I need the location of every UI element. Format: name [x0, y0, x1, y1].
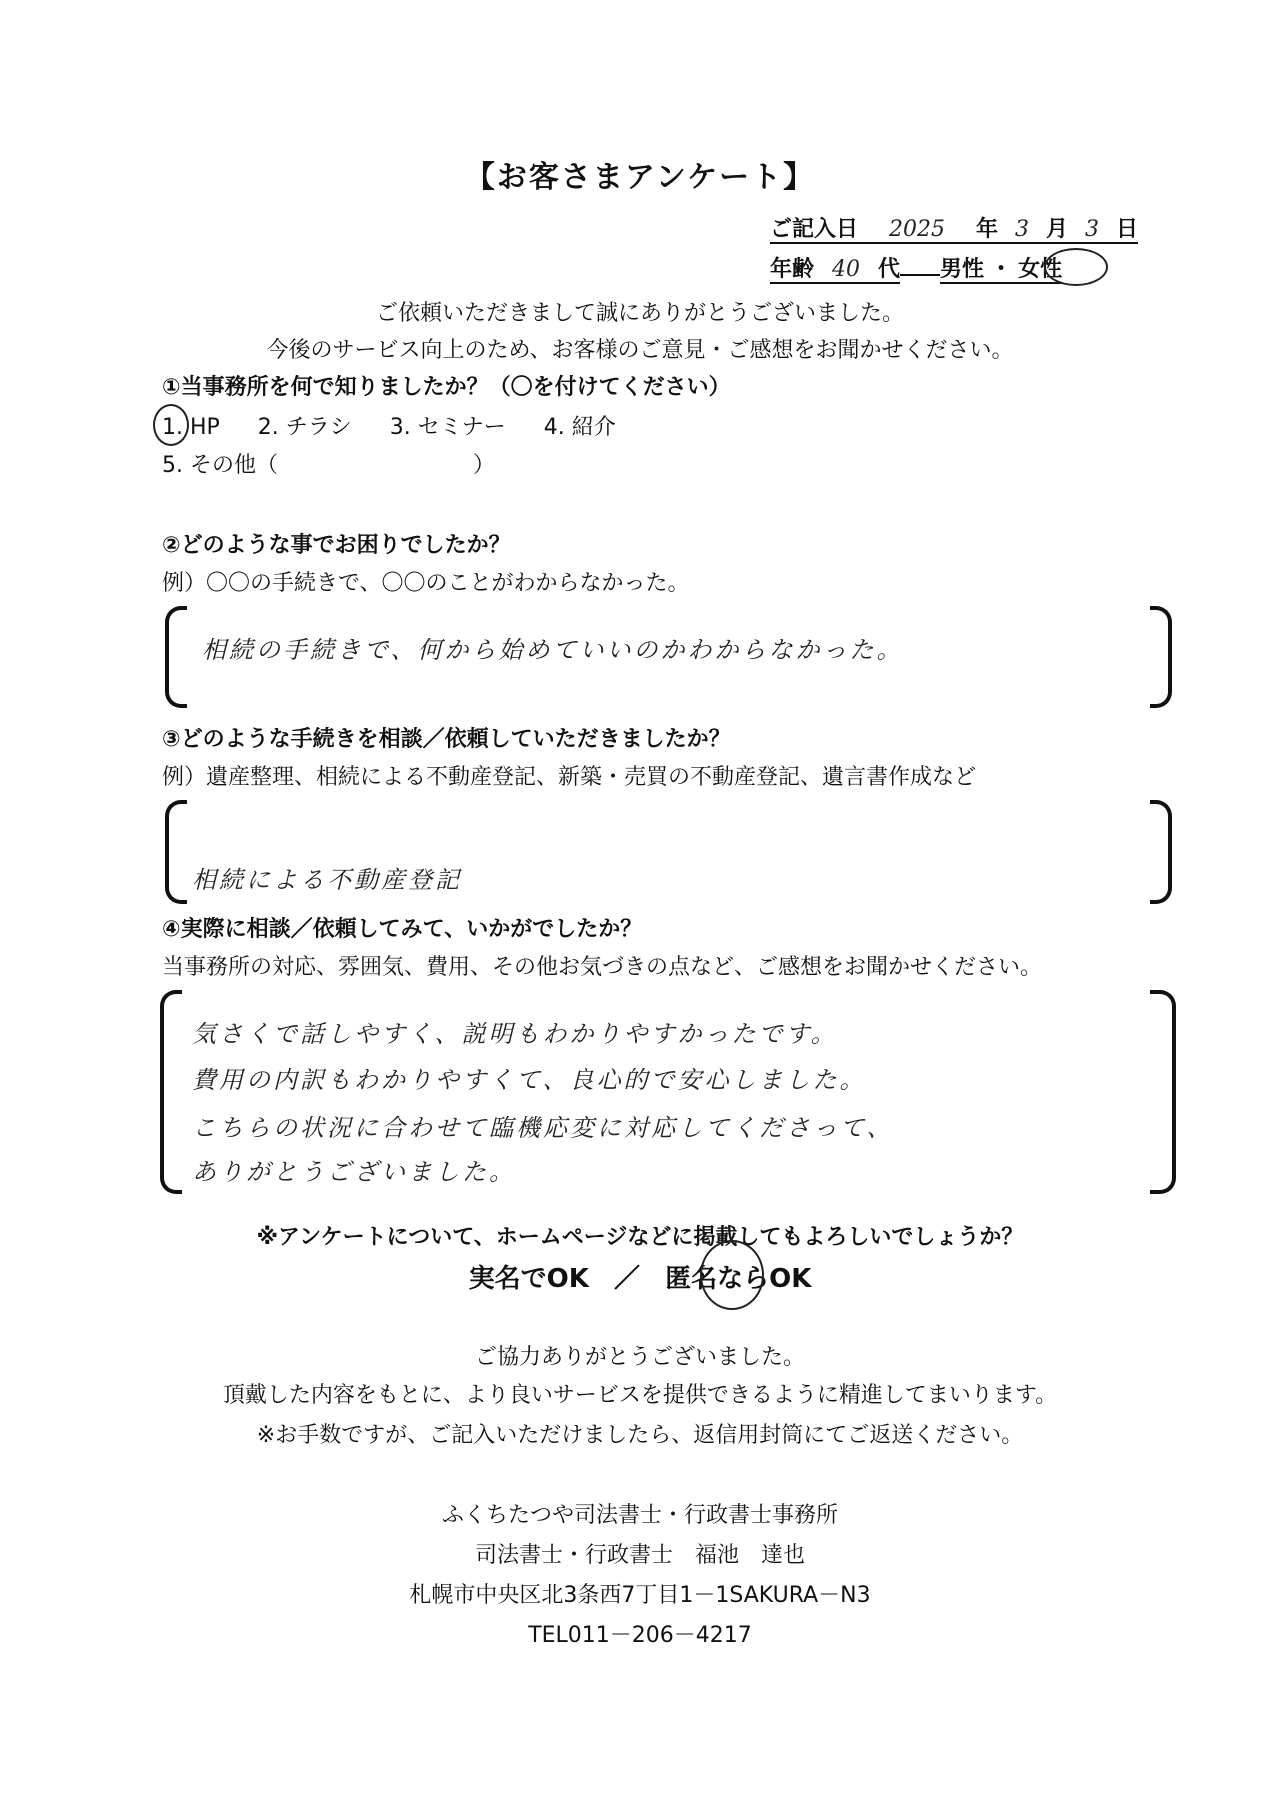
publish-option-anonymous: 匿名ならOK: [665, 1264, 812, 1294]
q1-option-hp: 1. HP: [162, 415, 220, 440]
q1-option-referral: 4. 紹介: [543, 415, 616, 440]
q1-options: [162, 410, 616, 441]
office-tel: TEL011－206－4217: [528, 1623, 752, 1648]
q3-answer: 相続による不動産登記: [192, 866, 462, 894]
entry-day-label: 日: [1116, 217, 1139, 242]
q3-example: 例）遺産整理、相続による不動産登記、新築・売買の不動産登記、遺言書作成など: [162, 765, 977, 790]
age-label: 年齢: [770, 257, 815, 282]
q4-question: ④実際に相談／依頼してみて、いかがでしたか？: [162, 917, 643, 942]
entry-month-label: 月: [1046, 217, 1069, 242]
gender-male: 男性: [940, 257, 985, 282]
q2-example: 例）〇〇の手続きで、〇〇のことがわからなかった。: [162, 571, 690, 596]
age-value: 40: [832, 257, 861, 282]
q4-answer-line-1: 気さくで話しやすく、説明もわかりやすかったです。: [192, 1020, 838, 1048]
thanks-line-2: 頂戴した内容をもとに、より良いサービスを提供できるように精進してまいります。: [222, 1383, 1058, 1408]
survey-title: 【お客さまアンケート】: [464, 160, 816, 195]
gender-female: 女性: [1018, 257, 1063, 282]
age-suffix: 代: [878, 257, 901, 282]
q1-selected-circle: [153, 404, 189, 446]
age-gender-row: 年齢 40 代 男性 ・ 女性: [770, 257, 1063, 282]
office-name: ふくちたつや司法書士・行政書士事務所: [441, 1503, 838, 1528]
q3-bracket-right: [1150, 800, 1172, 904]
q4-bracket-right: [1150, 990, 1176, 1194]
gender-selected-circle: [1044, 248, 1108, 286]
entry-month: 3: [1015, 217, 1030, 242]
q2-question: ②どのような事でお困りでしたか？: [162, 533, 511, 558]
intro-line-2: 今後のサービス向上のため、お客様のご意見・ご感想をお聞かせください。: [266, 338, 1014, 363]
q2-bracket-left: [165, 606, 187, 708]
entry-day: 3: [1085, 217, 1100, 242]
thanks-line-1: ご協力ありがとうございました。: [474, 1345, 805, 1370]
q2-bracket-right: [1150, 606, 1172, 708]
q4-answer-line-4: ありがとうございました。: [192, 1158, 516, 1186]
q1-option-flyer: 2. チラシ: [257, 415, 352, 440]
q4-answer-line-3: こちらの状況に合わせて臨機応変に対応してくださって、: [192, 1114, 894, 1142]
q3-question: ③どのような手続きを相談／依頼していただきましたか？: [162, 727, 731, 752]
q4-answer-line-2: 費用の内訳もわかりやすくて、良心的で安心しました。: [192, 1066, 867, 1094]
entry-year: 2025: [889, 217, 946, 242]
q4-bracket-left: [160, 990, 182, 1194]
publish-option-realname: 実名でOK: [468, 1264, 589, 1294]
publish-question: ※アンケートについて、ホームページなどに掲載してもよろしいでしょうか？: [256, 1225, 1024, 1250]
q2-answer: 相続の手続きで、何から始めていいのかわからなかった。: [202, 636, 904, 664]
intro-line-1: ご依頼いただきまして誠にありがとうございました。: [375, 301, 904, 326]
publish-options: 実名でOK ／ 匿名ならOK: [468, 1264, 812, 1294]
q4-example: 当事務所の対応、雰囲気、費用、その他お気づきの点など、ご感想をお聞かせください。: [162, 955, 1043, 980]
entry-date-label: ご記入日: [770, 217, 859, 242]
office-address: 札幌市中央区北3条西7丁目1－1SAKURA－N3: [409, 1583, 871, 1608]
q1-other: 5. その他（ ）: [162, 453, 495, 478]
q1-option-seminar: 3. セミナー: [389, 415, 506, 440]
publish-selected-circle: [700, 1240, 764, 1310]
q1-question: ①当事務所を何で知りましたか？（〇を付けてください）: [162, 375, 731, 400]
office-representative: 司法書士・行政書士 福池 達也: [474, 1543, 805, 1568]
entry-year-label: 年: [976, 217, 999, 242]
entry-date-row: [770, 212, 1138, 244]
thanks-line-3: ※お手数ですが、ご記入いただけましたら、返信用封筒にてご返送ください。: [256, 1423, 1024, 1448]
q3-bracket-left: [165, 800, 187, 904]
